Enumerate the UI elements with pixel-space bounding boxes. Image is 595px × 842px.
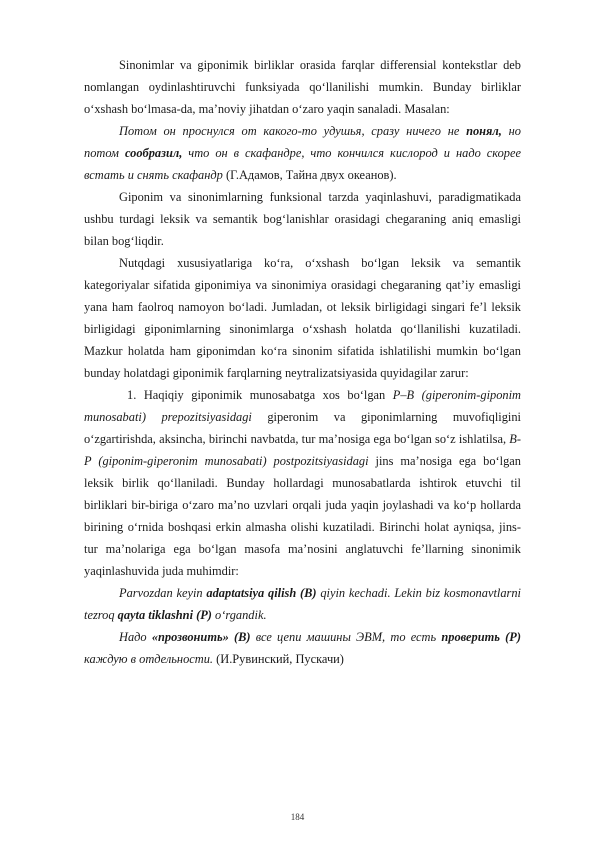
example-text: все цепи машины ЭВМ, то есть bbox=[250, 630, 442, 644]
term-italic: B-P (giponim-giperonim munosabati) postpozitsiyasidagi bbox=[84, 432, 521, 468]
example-russian-2 bbox=[84, 626, 521, 670]
example-russian-1 bbox=[84, 120, 521, 186]
example-text: qiyin kechadi. Lekin biz kosmonavtlarni tezroq bbox=[84, 586, 521, 622]
paragraph-text: jins ma’nosiga ega bo‘lgan leksik birlik qo‘llaniladi. Bunday hollardagi munosabatlarda ishtirok etuvchi til birliklari bir-biriga o‘zaro ma’no uzvlari orqali juda yaqin joylashadi va ko‘p hollarda birining o‘rnida boshqasi erkin almasha olishi kuzatiladi. Birinchi holat ayniqsa, jins-tur ma’nolariga ega bo‘lgan masofa ma’nosini anglatuvchi fe’llarning sinonimik yaqinlashuvida juda muhimdir: bbox=[84, 454, 521, 578]
example-text: Надо bbox=[119, 630, 152, 644]
highlighted-word: понял, bbox=[466, 124, 502, 138]
highlighted-word: adaptatsiya qilish (B) bbox=[206, 586, 317, 600]
highlighted-word: проверить (P) bbox=[441, 630, 521, 644]
paragraph-text: 1. Haqiqiy giponimik munosabatga xos bo‘lgan bbox=[127, 388, 393, 402]
paragraph-intro: Sinonimlar va giponimik birliklar orasida farqlar differensial kontekstlar deb nomlangan oydinlashtiruvchi funksiyada qo‘llanilishi mumkin. Bunday birliklar o‘xshash bo‘lmasa-da, ma’noviy jihatdan o‘zaro yaqin sanaladi. Masalan: bbox=[84, 58, 521, 116]
term-italic: P–B (giperonim-giponim munosabati) prepozitsiyasidagi bbox=[84, 388, 521, 424]
paragraph-convergence: Giponim va sinonimlarning funksional tarzda yaqinlashuvi, paradigmatikada ushbu turdagi leksik va semantik bog‘lanishlar orasidagi chegaraning aniq emasligi bilan bog‘liqdir. bbox=[84, 190, 521, 248]
highlighted-word: сообразил, bbox=[124, 146, 183, 160]
page-body bbox=[84, 54, 521, 670]
paragraph-numbered-1 bbox=[84, 384, 521, 582]
example-uzbek bbox=[84, 582, 521, 626]
example-text: Parvozdan keyin bbox=[119, 586, 207, 600]
example-text: каждую в отдельности. bbox=[84, 652, 214, 666]
page-number: 184 bbox=[290, 812, 305, 822]
example-text: что он в скафандре, что кончился кислород и надо скорее встать и снять скафандр bbox=[84, 146, 521, 182]
example-source: (Г.Адамов, Тайна двух океанов). bbox=[222, 168, 397, 182]
paragraph-speech-features: Nutqdagi xususiyatlariga ko‘ra, o‘xshash bo‘lgan leksik va semantik kategoriyalar sifatida giponimiya va sinonimiya orasidagi chegaraning qat’iy emasligi yana ham faolroq namoyon bo‘ladi. Jumladan, ot leksik birligidagi singari fe’l leksik birligidagi giponimlarning sinonimlarga o‘xshash holatda qo‘llanilishi kuzatiladi. Mazkur holatda ham giponimdan ko‘ra sinonim sifatida ishlatilishi mumkin bo‘lgan bunday holatdagi giponimik farqlarning neytralizatsiyasida quyidagilar zarur: bbox=[84, 256, 521, 380]
example-text: Потом он проснулся от какого-то удушья, сразу ничего не bbox=[119, 124, 467, 138]
example-source: (И.Рувинский, Пускачи) bbox=[213, 652, 344, 666]
highlighted-word: «прозвонить» (B) bbox=[151, 630, 251, 644]
highlighted-word: qayta tiklashni (P) bbox=[117, 608, 212, 622]
example-text: но потом bbox=[84, 124, 521, 160]
paragraph-text: giperonim va giponimlarning muvofiqligini o‘zgartirishda, aksincha, birinchi navbatda, tur ma’nosiga ega bo‘lgan so‘z ishlatilsa, bbox=[84, 410, 521, 446]
example-text: o‘rgandik. bbox=[211, 608, 267, 622]
